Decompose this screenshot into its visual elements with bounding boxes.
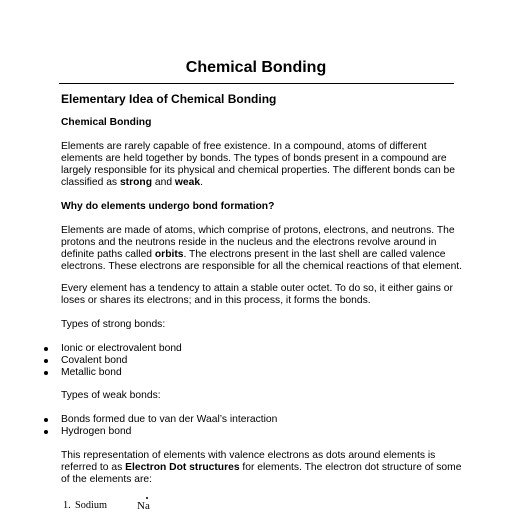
paragraph-bonds-intro <box>61 141 461 189</box>
paragraph-line <box>61 249 461 261</box>
text-fragment: referred to as <box>61 462 126 473</box>
element-name: Sodium <box>75 500 108 511</box>
paragraph-line: elements are held together by bonds. The types of bonds present in a compound are <box>61 153 447 164</box>
list-item-text: Ionic or electrovalent bond <box>61 343 182 354</box>
paragraph-atoms <box>61 225 461 273</box>
valence-electron-dot <box>146 497 148 499</box>
text-fragment: . <box>200 177 203 188</box>
text-fragment: . The electrons present in the last shell are called valence <box>183 249 446 260</box>
bullet-icon <box>44 418 48 422</box>
paragraph-line: Elements are rarely capable of free existence. In a compound, atoms of different <box>61 141 427 152</box>
paragraph-line: Every element has a tendency to attain a stable outer octet. To do so, it either gains or <box>61 283 453 294</box>
paragraph-electron-dot <box>61 450 461 486</box>
paragraph-line: This representation of elements with valence electrons as dots around elements is <box>61 450 436 461</box>
weak-bonds-intro: Types of weak bonds: <box>61 390 161 401</box>
bold-term-weak: weak <box>174 177 201 188</box>
text-fragment: for elements. The electron dot structure of some <box>239 462 462 473</box>
list-item <box>0 414 277 426</box>
paragraph-line: protons and the neutrons reside in the nucleus and the electrons revolve around in <box>61 237 437 248</box>
paragraph-line: electrons. These electrons are responsible for all the chemical reactions of that element. <box>61 261 463 272</box>
text-fragment: definite paths called <box>61 249 155 260</box>
subheading-why-bond: Why do elements undergo bond formation? <box>61 201 275 212</box>
element-symbol: Na <box>137 500 150 512</box>
bold-term-strong: strong <box>119 177 152 188</box>
list-item-text: Hydrogen bond <box>61 426 132 437</box>
list-item <box>0 343 182 355</box>
strong-bonds-intro: Types of strong bonds: <box>61 319 166 330</box>
document-title: Chemical Bonding <box>185 59 327 76</box>
bullet-icon <box>44 430 48 434</box>
paragraph-line: loses or shares its electrons; and in this process, it forms the bonds. <box>61 295 371 306</box>
bold-term-electron-dot: Electron Dot structures <box>125 462 240 473</box>
paragraph-line: of the elements are: <box>61 474 153 485</box>
list-item-text: Bonds formed due to van der Waal’s interaction <box>61 414 278 425</box>
bold-term-orbits: orbits <box>154 249 184 260</box>
text-fragment: classified as <box>61 177 120 188</box>
paragraph-line: Elements are made of atoms, which comprise of protons, electrons, and neutrons. The <box>61 225 455 236</box>
section-heading: Elementary Idea of Chemical Bonding <box>61 92 277 106</box>
paragraph-line: largely responsible for its physical and chemical properties. The different bonds can be <box>61 165 455 176</box>
list-item <box>0 367 182 379</box>
text-fragment: and <box>152 177 175 188</box>
strong-bonds-list <box>0 343 182 379</box>
numbered-list-item <box>63 500 107 512</box>
list-item <box>0 355 182 367</box>
list-item-text: Metallic bond <box>61 367 122 378</box>
paragraph-line <box>61 177 461 189</box>
bullet-icon <box>44 371 48 375</box>
list-number: 1. <box>63 500 71 511</box>
list-item-text: Covalent bond <box>61 355 128 366</box>
list-item <box>0 426 277 438</box>
title-divider <box>59 83 454 84</box>
subheading-chemical-bonding: Chemical Bonding <box>61 117 152 128</box>
paragraph-octet <box>61 283 461 307</box>
weak-bonds-list <box>0 414 277 438</box>
bullet-icon <box>44 347 48 351</box>
bullet-icon <box>44 359 48 363</box>
paragraph-line <box>61 462 461 474</box>
